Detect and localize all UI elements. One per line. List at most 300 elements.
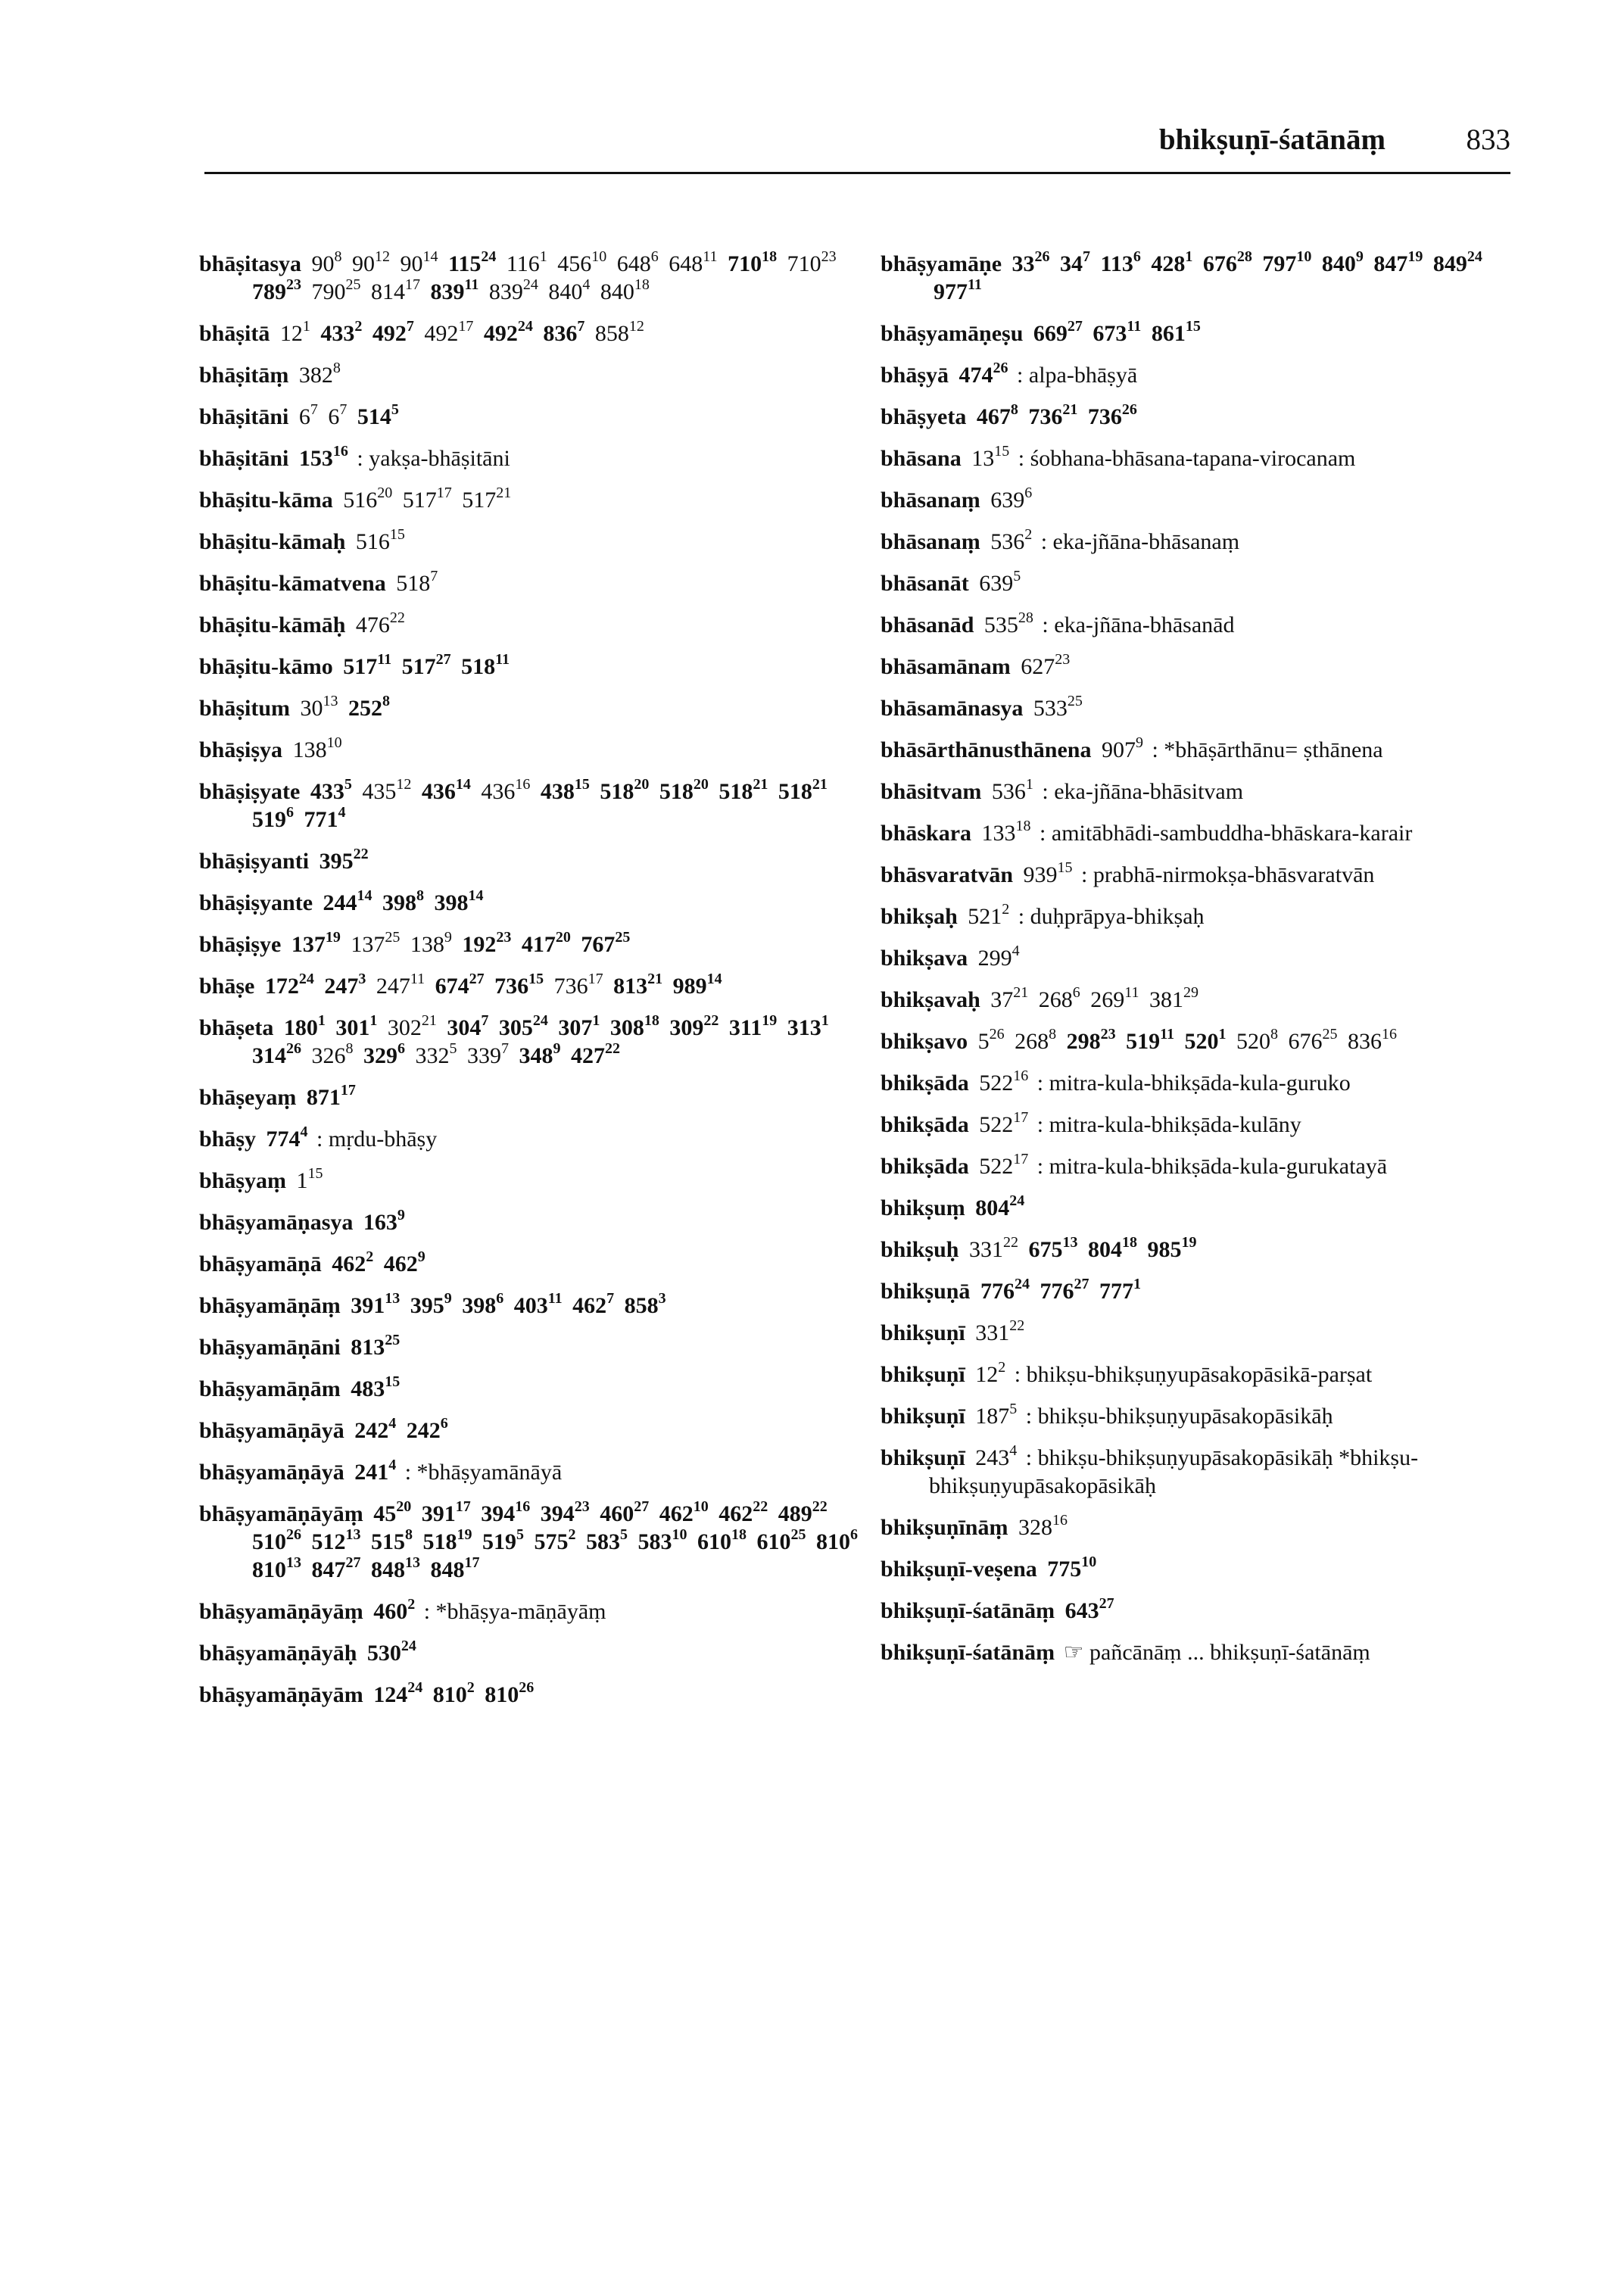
page-reference [461,651,510,679]
ref-line: 5 [391,401,399,418]
ref-line: 15 [389,526,405,543]
headword: bhāsanād [881,612,974,637]
page-reference [304,804,346,832]
ref-page: 849 [1432,251,1467,276]
page-reference [292,734,342,762]
ref-line: 23 [574,1498,590,1515]
ref-line: 10 [672,1526,687,1543]
ref-line: 11 [968,276,982,293]
page-reference [979,1068,1029,1096]
ref-line: 6 [850,1526,858,1543]
index-entry [199,778,858,834]
page-reference [553,971,603,999]
ref-page: 517 [402,488,437,513]
page-reference [548,276,591,304]
index-entry [881,361,1532,389]
index-entry [199,319,858,348]
ref-line: 15 [528,971,544,987]
ref-page: 736 [494,974,529,999]
ref-page: 460 [600,1501,634,1526]
ref-page: 298 [1066,1029,1101,1054]
ref-page: 172 [264,974,299,999]
ref-page: 797 [1262,251,1297,276]
headword: bhāsana [881,446,962,471]
ref-line: 18 [1015,818,1031,834]
ref-line: 24 [1467,248,1482,265]
ref-line: 9 [553,1040,561,1057]
page-reference [343,651,392,679]
ref-line: 25 [385,929,401,946]
headword: bhāṣitum [199,696,291,721]
headword: bhikṣuṇī-śatānāṃ [881,1640,1055,1665]
page-reference [979,568,1021,596]
page-reference [252,1040,301,1068]
page-reference [756,1526,806,1554]
ref-line: 15 [385,1373,401,1390]
page-reference [400,248,438,276]
ref-page: 813 [613,974,648,999]
ref-page: 391 [421,1501,456,1526]
ref-line: 11 [464,276,479,293]
ref-line: 17 [588,971,603,987]
page-reference [351,1332,401,1360]
index-entry [881,528,1532,556]
headword: bhāṣe [199,974,255,999]
page-reference [467,1040,509,1068]
ref-line: 13 [345,1526,361,1543]
ref-page: 34 [1060,251,1083,276]
ref-page: 187 [975,1404,1010,1429]
headword: bhāsamānasya [881,696,1024,721]
headword: bhāṣyamāṇāyām [199,1682,363,1707]
ref-page: 518 [422,1529,457,1554]
page-reference [332,1248,374,1276]
ref-page: 1 [296,1168,308,1193]
ref-line: 6 [1072,984,1080,1001]
page-reference [1126,1026,1174,1054]
ref-page: 517 [462,488,497,513]
page-reference [328,401,348,429]
page-reference [1373,248,1423,276]
page-reference [252,804,294,832]
ref-page: 836 [543,321,578,346]
ref-page: 37 [990,987,1014,1012]
headword: bhāsanaṃ [881,529,980,554]
headword: bhāṣitu-kāma [199,488,333,513]
index-entry [199,1458,858,1486]
ref-line: 8 [1270,1026,1278,1043]
ref-line: 6 [1133,248,1141,265]
page-reference [697,1526,747,1554]
ref-line: 15 [307,1165,323,1182]
page-reference [968,1234,1018,1262]
cross-reference: : śobhana-bhāsana-tapana-virocanam [1018,446,1356,471]
headword: bhāṣiṣyante [199,890,313,915]
ref-page: 124 [373,1682,408,1707]
index-entry [199,1333,858,1361]
ref-page: 395 [319,849,354,874]
ref-line: 9 [444,929,452,946]
ref-line: 14 [357,887,372,904]
ref-page: 977 [934,279,968,304]
ref-line: 4 [388,1415,397,1432]
page-reference [1093,318,1142,346]
ref-page: 519 [252,807,286,832]
cross-reference: : mṛdu-bhāṣy [316,1127,438,1152]
headword: bhāskara [881,821,972,846]
ref-page: 307 [558,1015,593,1040]
ref-page: 489 [778,1501,812,1526]
page-reference [558,1012,600,1040]
page-reference [981,818,1031,846]
ref-line: 1 [539,248,547,265]
ref-line: 7 [606,1290,615,1307]
headword: bhāṣiṣyate [199,779,301,804]
cross-reference: : *bhāṣārthānu= ṣthānena [1152,737,1383,762]
ref-page: 12 [279,321,303,346]
headword: bhāṣitasya [199,251,302,276]
page-reference [513,1290,563,1318]
page-reference [415,1040,457,1068]
ref-line: 16 [332,443,348,460]
page-reference [669,1012,719,1040]
page-reference [252,276,301,304]
index-entry [199,972,858,1000]
ref-line: 25 [790,1526,806,1543]
index-entry [199,1083,858,1111]
ref-page: 836 [1347,1029,1382,1054]
ref-page: 804 [1087,1237,1122,1262]
ref-page: 269 [1090,987,1125,1012]
ref-line: 4 [338,804,346,821]
page-reference [430,276,479,304]
headword: bhāṣyamāṇe [881,251,1002,276]
ref-line: 8 [334,248,342,265]
ref-page: 435 [362,779,397,804]
ref-line: 6 [286,804,294,821]
cross-reference: : *bhāṣyamānāyā [404,1460,563,1485]
ref-page: 639 [990,488,1025,513]
ref-line: 26 [1034,248,1050,265]
ref-line: 26 [989,1026,1005,1043]
page-reference [609,1012,659,1040]
ref-line: 24 [407,1679,423,1696]
page-reference [373,1679,423,1707]
page-reference [366,1638,416,1666]
ref-page: 736 [1028,404,1063,429]
ref-line: 10 [326,734,342,751]
index-entry [881,1069,1532,1097]
ref-page: 810 [432,1682,467,1707]
ref-line: 12 [396,776,412,793]
headword: bhāṣyaṃ [199,1168,287,1193]
ref-line: 26 [1121,401,1137,418]
page-reference [1087,1234,1137,1262]
ref-line: 17 [458,318,474,335]
ref-line: 5 [449,1040,457,1057]
ref-line: 7 [1083,248,1091,265]
page-reference [1011,248,1050,276]
ref-line: 6 [1024,485,1033,501]
cross-reference: : mitra-kula-bhikṣāda-kula-guruko [1036,1071,1351,1096]
ref-page: 329 [363,1043,397,1068]
page-reference [991,776,1033,804]
ref-line: 6 [496,1290,504,1307]
ref-page: 299 [977,946,1012,971]
ref-line: 26 [286,1526,301,1543]
page-reference [521,929,571,957]
ref-line: 20 [693,776,709,793]
ref-page: 242 [406,1418,441,1443]
ref-page: 522 [979,1112,1014,1137]
ref-page: 810 [816,1529,850,1554]
ref-page: 516 [343,488,378,513]
ref-page: 710 [728,251,762,276]
ref-line: 17 [1013,1151,1029,1167]
page-reference [355,526,405,554]
headword: bhāṣyeta [881,404,967,429]
ref-line: 11 [1160,1026,1174,1043]
ref-line: 17 [405,276,420,293]
ref-page: 771 [304,807,338,832]
page-reference [300,693,338,721]
headword: bhāṣiṣyanti [199,849,310,874]
index-entry [199,1250,858,1278]
ref-line: 8 [345,1040,354,1057]
page-reference [348,693,391,721]
ref-page: 301 [335,1015,370,1040]
ref-page: 790 [311,279,346,304]
headword: bhāṣyamāṇāyā [199,1418,344,1443]
ref-line: 22 [812,1498,828,1515]
page-reference [382,887,425,915]
page-reference [401,651,451,679]
page-reference [571,1040,620,1068]
ref-page: 462 [383,1251,418,1276]
page-reference [977,943,1020,971]
ref-line: 24 [401,1638,416,1654]
page-reference [264,971,314,999]
index-entry [199,930,858,958]
ref-line: 2 [568,1526,576,1543]
page-reference [586,1526,628,1554]
ref-page: 575 [534,1529,569,1554]
ref-line: 11 [410,971,425,987]
ref-line: 11 [377,651,392,668]
ref-page: 804 [975,1195,1010,1220]
ref-page: 311 [728,1015,762,1040]
ref-line: 8 [332,360,341,376]
page-reference [283,1012,326,1040]
cross-reference: : eka-jñāna-bhāsanaṃ [1040,529,1240,554]
ref-page: 839 [488,279,523,304]
ref-line: 14 [706,971,722,987]
page-reference [1236,1026,1278,1054]
page-reference [481,1498,531,1526]
ref-page: 331 [975,1320,1010,1345]
ref-line: 24 [517,318,533,335]
page-reference [323,887,372,915]
ref-page: 840 [548,279,583,304]
ref-line: 11 [703,248,718,265]
ref-page: 861 [1151,321,1186,346]
ref-line: 27 [345,1554,361,1571]
page-reference [296,1165,323,1193]
page-reference [959,360,1008,388]
ref-page: 90 [352,251,376,276]
page-reference [462,929,512,957]
ref-page: 313 [787,1015,821,1040]
ref-page: 492 [372,321,407,346]
ref-page: 462 [718,1501,753,1526]
page-reference [659,776,709,804]
ref-page: 810 [485,1682,519,1707]
page-reference [406,1415,448,1443]
ref-line: 27 [469,971,485,987]
ref-page: 610 [756,1529,791,1554]
ref-line: 26 [993,360,1008,376]
page-reference [462,485,512,513]
ref-line: 29 [1183,984,1199,1001]
ref-line: 2 [1002,901,1010,918]
ref-page: 462 [572,1293,607,1318]
ref-page: 137 [291,932,326,957]
page-reference [298,401,318,429]
ref-line: 20 [634,776,650,793]
index-entry [881,653,1532,681]
ref-line: 10 [1081,1554,1097,1570]
ref-line: 15 [994,443,1010,460]
page-reference [1023,859,1073,887]
page-reference [816,1526,858,1554]
page-reference [1151,318,1201,346]
ref-line: 27 [435,651,451,668]
ref-page: 12 [975,1362,999,1387]
page-reference [488,276,538,304]
headword: bhikṣuṇī [881,1320,965,1345]
ref-line: 17 [455,1498,471,1515]
ref-page: 308 [609,1015,644,1040]
page-reference [373,1498,412,1526]
cross-reference: : mitra-kula-bhikṣāda-kula-gurukatayā [1036,1154,1388,1179]
ref-page: 427 [571,1043,605,1068]
ref-page: 483 [351,1376,385,1401]
index-entry [199,1292,858,1320]
ref-line: 25 [1067,693,1083,709]
page-reference [447,1012,489,1040]
ref-page: 6 [328,404,340,429]
headword: bhikṣavo [881,1029,968,1054]
page-reference [434,887,484,915]
ref-page: 391 [351,1293,385,1318]
headword: bhāṣeyaṃ [199,1085,297,1110]
headword: bhāsitvam [881,779,982,804]
headword: bhikṣuṇā [881,1279,971,1304]
ref-page: 456 [557,251,592,276]
ref-line: 21 [1062,401,1078,418]
headword: bhāṣy [199,1127,257,1152]
headword: bhikṣuṇīnāṃ [881,1515,1008,1540]
ref-page: 535 [983,612,1018,637]
headword: bhāsamānam [881,654,1011,679]
ref-line: 24 [298,971,314,987]
index-entry [199,1125,858,1153]
ref-line: 5 [1009,1401,1018,1417]
ref-line: 19 [457,1526,472,1543]
index-entry [881,1638,1532,1666]
headword: bhāṣitu-kāmāḥ [199,612,346,637]
ref-page: 813 [351,1335,385,1360]
ref-line: 16 [515,1498,531,1515]
ref-page: 462 [332,1251,366,1276]
page-reference [669,248,718,276]
headword: bhāṣitāṃ [199,363,289,388]
ref-line: 7 [406,318,414,335]
ref-page: 395 [410,1293,444,1318]
ref-line: 20 [377,485,393,501]
page-reference [372,318,414,346]
page-reference [355,609,405,637]
index-entry [199,1014,858,1070]
index-column-right [881,250,1532,1680]
page-reference [371,1526,413,1554]
page-header [204,106,1510,174]
page-reference [968,901,1010,929]
page-reference [728,248,778,276]
ref-page: 610 [697,1529,731,1554]
ref-line: 12 [375,248,391,265]
index-entry [199,250,858,306]
ref-line: 9 [397,1207,405,1223]
page-reference [396,568,438,596]
ref-page: 241 [354,1460,389,1485]
ref-line: 16 [1052,1512,1068,1529]
ref-page: 398 [462,1293,497,1318]
ref-line: 17 [464,1554,480,1571]
ref-page: 381 [1149,987,1184,1012]
index-entry [199,569,858,597]
index-entry [881,1236,1532,1264]
ref-line: 22 [389,609,405,626]
page-reference [990,984,1029,1012]
ref-page: 907 [1101,737,1136,762]
ref-page: 382 [298,363,333,388]
ref-page: 460 [373,1599,408,1624]
ref-line: 9 [444,1290,452,1307]
index-entry [881,902,1532,930]
ref-line: 4 [582,276,591,293]
index-entry [199,736,858,764]
ref-page: 985 [1147,1237,1182,1262]
ref-line: 9 [417,1248,425,1265]
page-reference [354,1415,397,1443]
ref-page: 138 [292,737,327,762]
index-entry [881,1513,1532,1541]
headword: bhikṣuṇī-śatānāṃ [881,1598,1055,1623]
page-reference [1047,1554,1097,1582]
ref-page: 90 [311,251,335,276]
ref-page: 398 [382,890,417,915]
cross-reference: : alpa-bhāṣyā [1017,363,1138,388]
ref-line: 13 [405,1554,420,1571]
ref-page: 777 [1099,1279,1133,1304]
page-reference [320,318,363,346]
headword: bhikṣuṇī [881,1404,965,1429]
page-reference [482,1526,524,1554]
page-reference [975,1192,1025,1220]
ref-line: 6 [650,248,659,265]
page-reference [778,1498,828,1526]
